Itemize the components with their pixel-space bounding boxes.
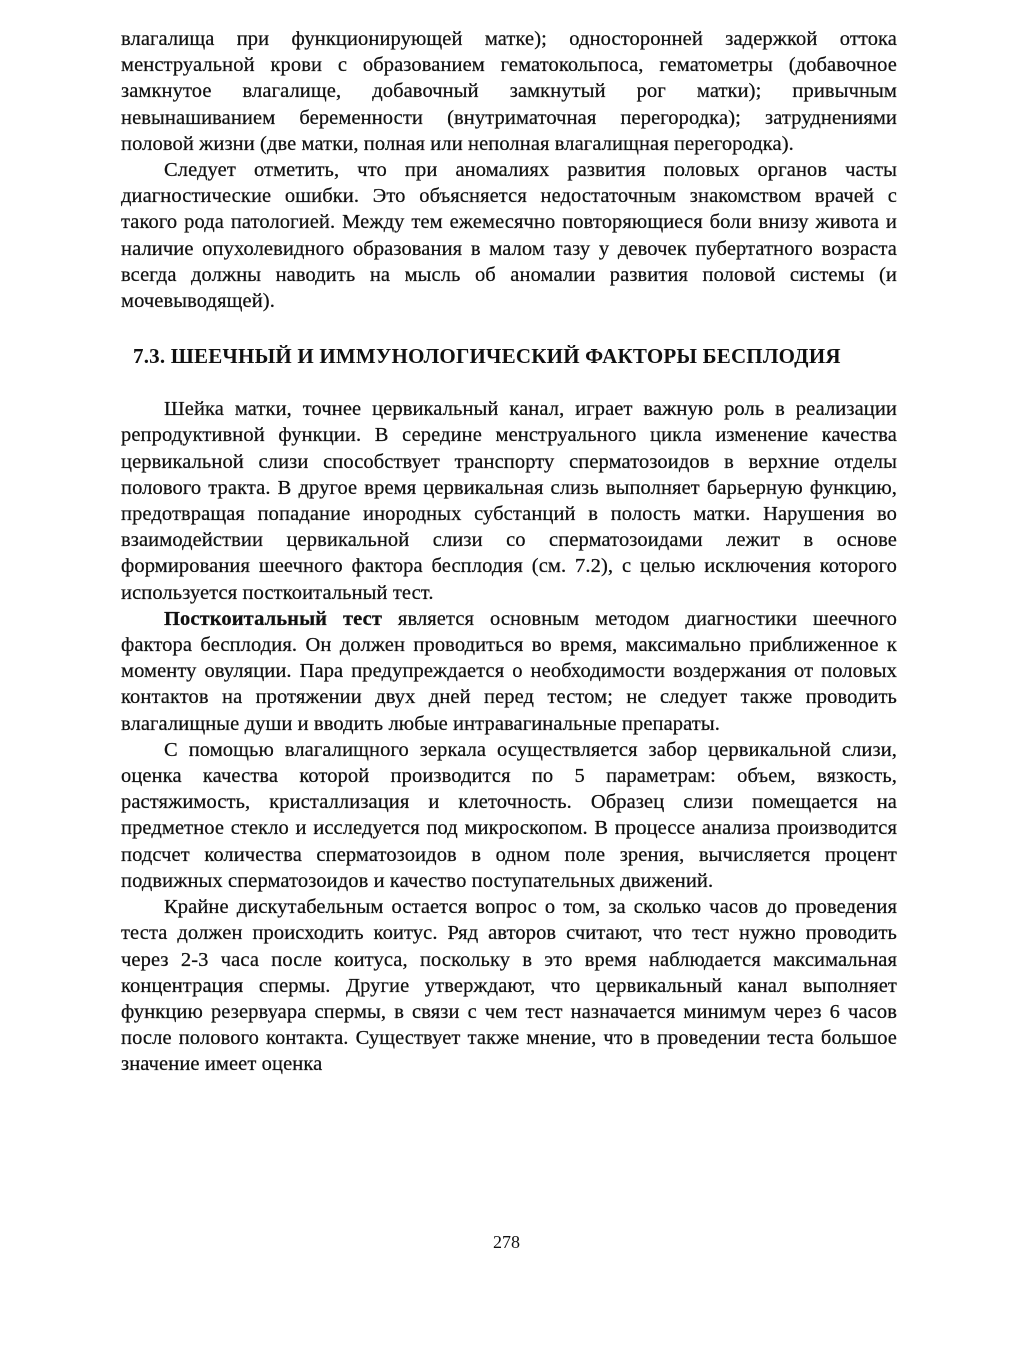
- paragraph-postcoital-test-text: является основным методом диагностики шеечного фактора бесплодия. Он должен проводиться во время, максимально приближенное к моменту овуляции. Пара предупреждается о необходимости воздержания от половых контактов на протяжении двух дней перед тестом; не следует также проводить влагалищные души и вводить любые интравагинальные препараты.: [121, 607, 897, 735]
- paragraph-mucus-sampling: С помощью влагалищного зеркала осуществляется забор цервикальной слизи, оценка качества которой производится по 5 параметрам: объем, вязкость, растяжимость, кристаллизация и клеточность. Образец слизи помещается на предметное стекло и исследуется под микроскопом. В процессе анализа производится подсчет количества сперматозоидов в одном поле зрения, вычисляется процент подвижных сперматозоидов и качество поступательных движений.: [121, 738, 897, 892]
- paragraph-continuation: влагалища при функционирующей матке); односторонней задержкой оттока менструальной крови с образованием гематокольпоса, гематометры (добавочное замкнутое влагалище, добавочный замкнутый рог матки); привычным невынашиванием беременности (внутриматочная перегородка); затруднениями половой жизни (две матки, полная или неполная влагалищная перегородка).: [121, 28, 897, 155]
- page-number: 278: [493, 1232, 520, 1252]
- paragraph-cervix-role: Шейка матки, точнее цервикальный канал, играет важную роль в реализации репродуктивной функции. В середине менструального цикла изменение качества цервикальной слизи способствует транспорту сперматозоидов в верхние отделы полового тракта. В другое время цервикальная слизь выполняет барьерную функцию, предотвращая попадание инородных субстанций в полость матки. Нарушения во взаимодействии цервикальной слизи со сперматозоидами лежит в основе формирования шеечного фактора бесплодия (см. 7.2), с целью исключения которого используется посткоитальный тест.: [121, 398, 897, 604]
- term-postcoital-test: Посткоитальный тест: [164, 607, 382, 630]
- paragraph-postcoital-test: [121, 606, 897, 737]
- paragraph-diagnostic-errors: Следует отметить, что при аномалиях развития половых органов часты диагностические ошибки. Это объясняется недостаточным знакомством врачей с такого рода патологией. Между тем ежемесячно повторяющиеся боли внизу живота и наличие опухолевидного образования в малом тазу у девочек пубертатного возраста всегда должны наводить на мысль об аномалии развития половой системы (и мочевыводящей).: [121, 159, 897, 313]
- page-body: [121, 26, 897, 1078]
- section-heading: 7.3. ШЕЕЧНЫЙ И ИММУНОЛОГИЧЕСКИЙ ФАКТОРЫ БЕСПЛОДИЯ: [133, 344, 841, 369]
- paragraph-coitus-timing: Крайне дискутабельным остается вопрос о том, за сколько часов до проведения теста должен происходить коитус. Ряд авторов считают, что тест нужно проводить через 2-3 часа после коитуса, поскольку в это время наблюдается максимальная концентрация спермы. Другие утверждают, что цервикальный канал выполняет функцию резервуара спермы, в связи с чем тест назначается минимум через 6 часов после полового контакта. Существует также мнение, что в проведении теста большое значение имеет оценка: [121, 896, 897, 1076]
